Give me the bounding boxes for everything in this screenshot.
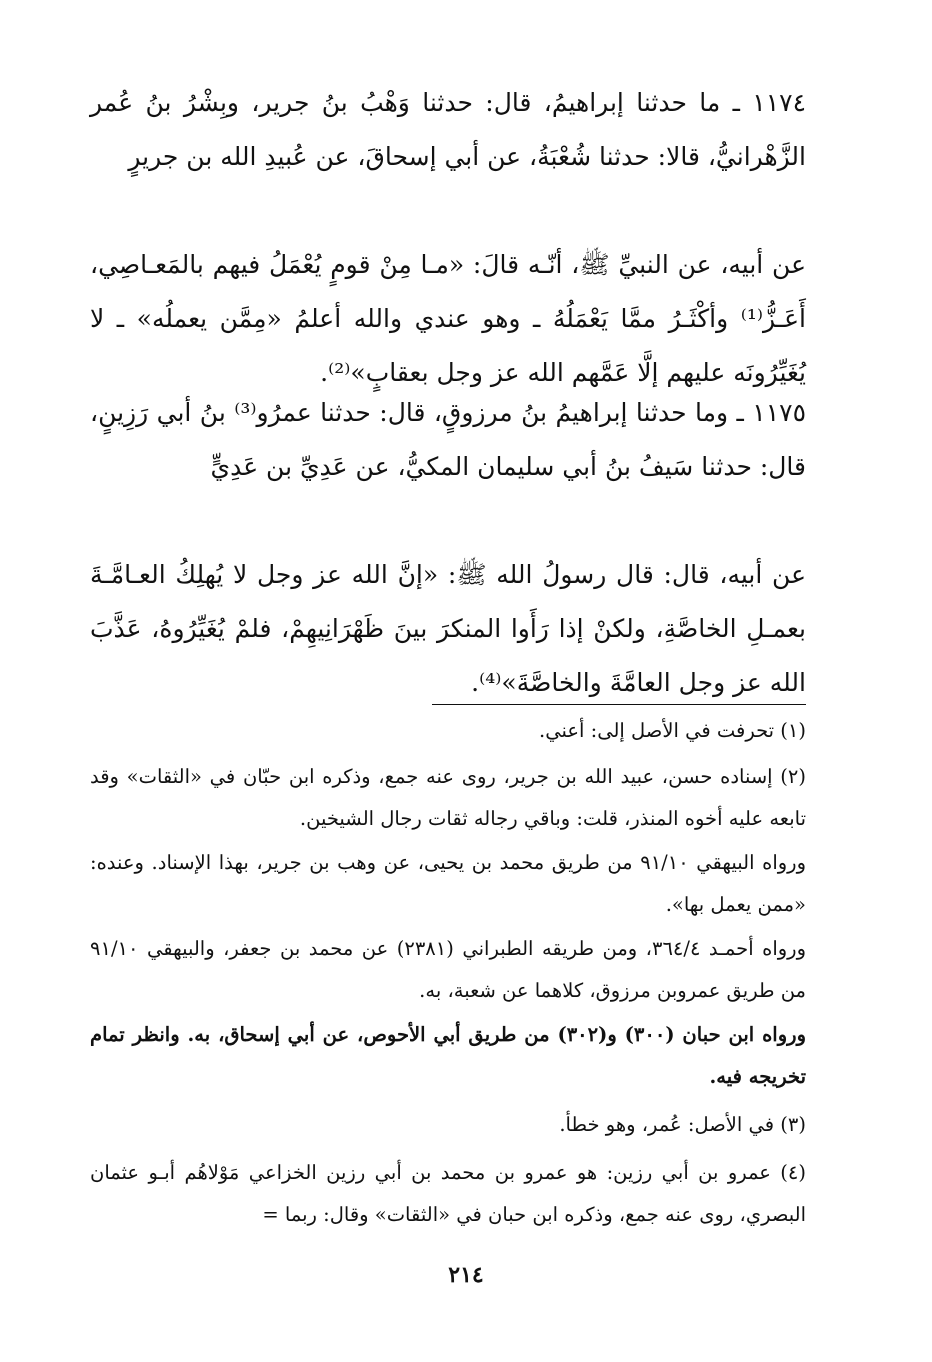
hadith-1174-matn: عن أبيه، عن النبيِّ ﷺ، أنّـه قالَ: «مـا مِنْ قومٍ يُعْمَلُ فيهم بالمَعـاصِي، أَعَـزُّ⁽¹⁾ وأكْثَـرُ ممَّا يَعْمَلُهُ ـ وهو عندي والله أعلمُ «مِمَّن يعملُه» ـ لا يُغَيِّرُونَه عليهم إلَّا عَمَّهم الله عز وجل بعقابٍ»⁽²⁾.	[90, 250, 806, 387]
page-number: ٢١٤	[448, 1262, 484, 1288]
hadith-1174-isnad: ١١٧٤ ـ ما حدثنا إبراهيمُ، قال: حدثنا وَهْبُ بنُ جرير، وبِشْرُ بنُ عُمر الزَّهْرانيُّ، قالا: حدثنا شُعْبَةُ، عن أبي إسحاقَ، عن عُبيدِ الله بن جريرٍ	[90, 88, 806, 171]
hadith-1175-isnad: ١١٧٥ ـ وما حدثنا إبراهيمُ بنُ مرزوقٍ، قال: حدثنا عمرُو⁽³⁾ بنُ أبي رَزِينٍ، قال: حدثنا سَيفُ بنُ أبي سليمان المكيُّ، عن عَدِيِّ بن عَدِيٍّ	[90, 398, 806, 481]
footnote-4: (٤) عمرو بن أبي رزين: هو عمرو بن محمد بن أبي رزين الخزاعي مَوْلاهُم أبـو عثمان البصري، روى عنه جمع، وذكره ابن حبان في «الثقات» وقال: ربما =	[90, 1161, 806, 1226]
footnote-divider	[432, 704, 806, 705]
footnote-2-part-4: ورواه ابن حبان (٣٠٠) و(٣٠٢) من طريق أبي الأحوص، عن أبي إسحاق، به. وانظر تمام تخريجه فيه.	[90, 1023, 806, 1088]
footnote-3: (٣) في الأصل: عُمر، وهو خطأ.	[559, 1113, 806, 1136]
hadith-1175-matn: عن أبيه، قال: قال رسولُ الله ﷺ: «إنَّ الله عز وجل لا يُهلِكُ العـامَّـةَ بعمـلِ الخاصَّةِ، ولكنْ إذا رَأَوا المنكرَ بينَ ظَهْرَانِيهِمْ، فلمْ يُغَيِّرُوهُ، عَذَّبَ الله عز وجل العامَّةَ والخاصَّةَ»⁽⁴⁾.	[90, 560, 806, 697]
footnote-2-part-2: ورواه البيهقي ٩١/١٠ من طريق محمد بن يحيى، عن وهب بن جرير، بهذا الإسناد. وعنده: «ممن يعمل بها».	[90, 851, 807, 916]
footnote-2-part-1: (٢) إسناده حسن، عبيد الله بن جرير، روى عنه جمع، وذكره ابن حبّان في «الثقات» وقد تابعه عليه أخوه المنذر، قلت: وباقي رجاله ثقات رجال الشيخين.	[90, 765, 806, 830]
footnote-2-part-3: ورواه أحمـد ٣٦٤/٤، ومن طريقه الطبراني (٢٣٨١) عن محمد بن جعفر، والبيهقي ٩١/١٠ من طريق عمروبن مرزوق، كلاهما عن شعبة، به.	[90, 937, 806, 1002]
footnote-1: (١) تحرفت في الأصل إلى: أعني.	[539, 719, 806, 742]
